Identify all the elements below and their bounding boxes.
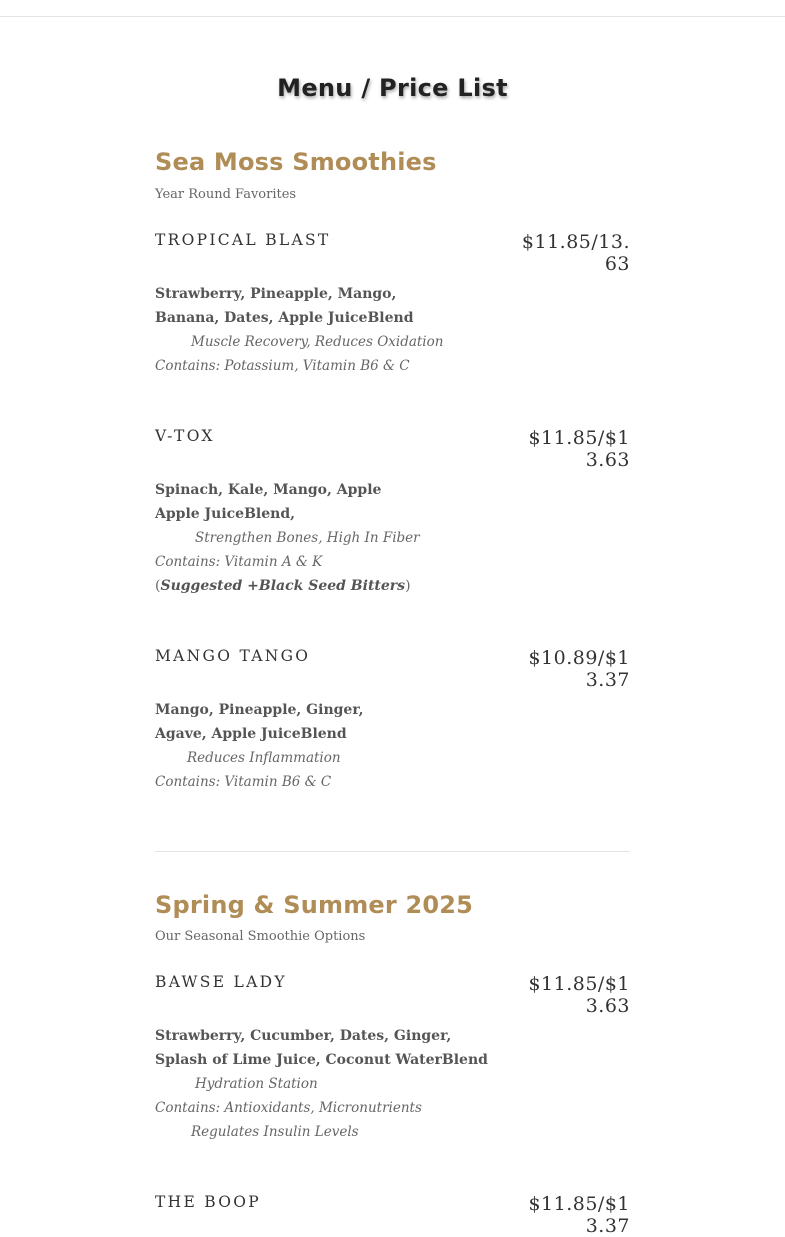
section-title-sea-moss: Sea Moss Smoothies <box>155 148 437 176</box>
item-ingredients: Mango, Pineapple, Ginger, <box>155 702 364 718</box>
item-name-tropical-blast: TROPICAL BLAST <box>155 231 331 249</box>
item-contains: Contains: Vitamin B6 & C <box>155 774 332 790</box>
item-benefit: Strengthen Bones, High In Fiber <box>195 530 420 546</box>
section-subtitle-sea-moss: Year Round Favorites <box>155 187 297 202</box>
item-benefit: Regulates Insulin Levels <box>191 1124 359 1140</box>
item-price-mango-tango: $10.89/$13.37 <box>528 647 630 691</box>
item-suggestion: (Suggested +Black Seed Bitters) <box>155 578 411 594</box>
suggestion-text: Suggested +Black Seed Bitters <box>160 578 406 594</box>
item-ingredients: Strawberry, Cucumber, Dates, Ginger, <box>155 1028 452 1044</box>
item-name-v-tox: V-TOX <box>155 427 215 445</box>
item-contains: Contains: Vitamin A & K <box>155 554 323 570</box>
item-name-mango-tango: MANGO TANGO <box>155 647 311 665</box>
item-ingredients: Agave, Apple JuiceBlend <box>155 726 347 742</box>
item-ingredients: Strawberry, Pineapple, Mango, <box>155 286 397 302</box>
item-price-v-tox: $11.85/$13.63 <box>528 427 630 471</box>
page-title: Menu / Price List <box>277 74 508 102</box>
section-divider <box>155 851 630 852</box>
item-name-the-boop: THE BOOP <box>155 1193 262 1211</box>
item-ingredients: Splash of Lime Juice, Coconut WaterBlend <box>155 1052 488 1068</box>
item-ingredients: Apple JuiceBlend, <box>155 506 295 522</box>
item-contains: Contains: Potassium, Vitamin B6 & C <box>155 358 410 374</box>
section-subtitle-spring-summer: Our Seasonal Smoothie Options <box>155 929 366 944</box>
item-ingredients: Banana, Dates, Apple JuiceBlend <box>155 310 414 326</box>
item-benefit: Muscle Recovery, Reduces Oxidation <box>191 334 444 350</box>
section-title-spring-summer: Spring & Summer 2025 <box>155 891 474 919</box>
item-ingredients: Spinach, Kale, Mango, Apple <box>155 482 382 498</box>
item-benefit: Hydration Station <box>195 1076 318 1092</box>
item-contains: Contains: Antioxidants, Micronutrients <box>155 1100 422 1116</box>
item-name-bawse-lady: BAWSE LADY <box>155 973 287 991</box>
item-benefit: Reduces Inflammation <box>187 750 341 766</box>
top-border <box>0 16 785 17</box>
item-price-tropical-blast: $11.85/13.63 <box>521 231 630 275</box>
item-price-the-boop: $11.85/$13.37 <box>528 1193 630 1237</box>
item-price-bawse-lady: $11.85/$13.63 <box>528 973 630 1017</box>
